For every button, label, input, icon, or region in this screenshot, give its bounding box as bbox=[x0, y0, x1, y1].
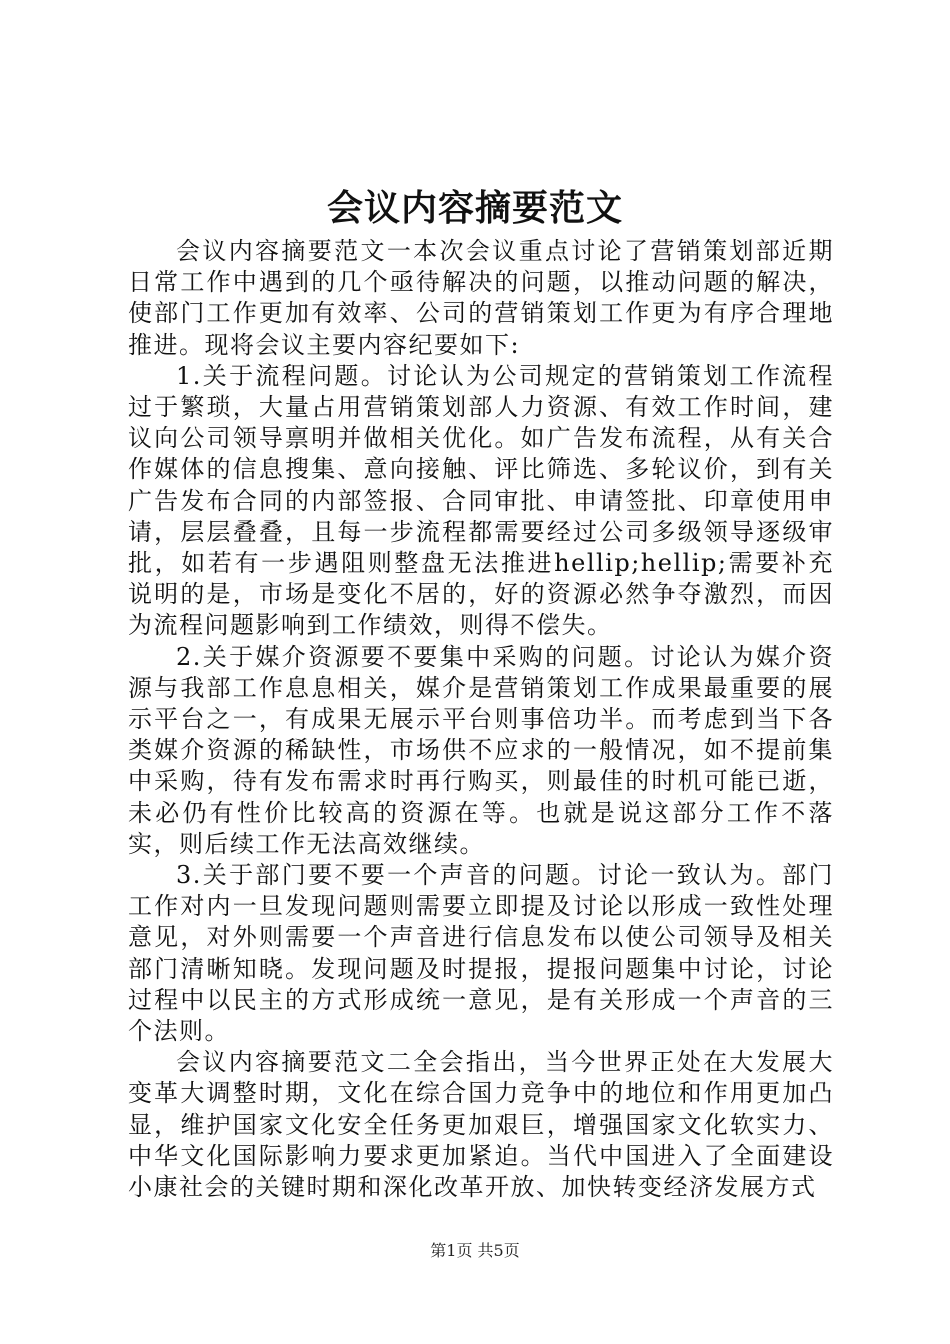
paragraph-item-3: 3.关于部门要不要一个声音的问题。讨论一致认为。部门工作对内一旦发现问题则需要立即提及讨论以形成一致性处理意见，对外则需要一个声音进行信息发布以使公司领导及相关部门清晰知晓。发现问题及时提报，提报问题集中讨论，讨论过程中以民主的方式形成统一意见，是有关形成一个声音的三个法则。 bbox=[128, 861, 834, 1046]
document-title: 会议内容摘要范文 bbox=[326, 187, 623, 229]
paragraph-sample-2: 会议内容摘要范文二全会指出，当今世界正处在大发展大变革大调整时期，文化在综合国力竞争中的地位和作用更加凸显，维护国家文化安全任务更加艰巨，增强国家文化软实力、中华文化国际影响力要求更加紧迫。当代中国进入了全面建设小康社会的关键时期和深化改革开放、加快转变经济发展方式 bbox=[128, 1048, 834, 1202]
document-body bbox=[128, 236, 834, 1203]
paragraph-item-1: 1.关于流程问题。讨论认为公司规定的营销策划工作流程过于繁琐，大量占用营销策划部人力资源、有效工作时间，建议向公司领导禀明并做相关优化。如广告发布流程，从有关合作媒体的信息搜集、意向接触、评比筛选、多轮议价，到有关广告发布合同的内部签报、合同审批、申请签批、印章使用申请，层层叠叠，且每一步流程都需要经过公司多级领导逐级审批，如若有一步遇阻则整盘无法推进hellip;hellip;需要补充说明的是，市场是变化不居的，好的资源必然争夺激烈，而因为流程问题影响到工作绩效，则得不偿失。 bbox=[128, 361, 834, 640]
paragraph-item-2: 2.关于媒介资源要不要集中采购的问题。讨论认为媒介资源与我部工作息息相关，媒介是营销策划工作成果最重要的展示平台之一，有成果无展示平台则事倍功半。而考虑到当下各类媒介资源的稀缺性，市场供不应求的一般情况，如不提前集中采购，待有发布需求时再行购买，则最佳的时机可能已逝，未必仍有性价比较高的资源在等。也就是说这部分工作不落实，则后续工作无法高效继续。 bbox=[128, 642, 834, 858]
paragraph-intro: 会议内容摘要范文一本次会议重点讨论了营销策划部近期日常工作中遇到的几个亟待解决的问题，以推动问题的解决，使部门工作更加有效率、公司的营销策划工作更为有序合理地推进。现将会议主要内容纪要如下: bbox=[128, 237, 834, 359]
page-footer: 第1页 共5页 bbox=[430, 1241, 520, 1260]
